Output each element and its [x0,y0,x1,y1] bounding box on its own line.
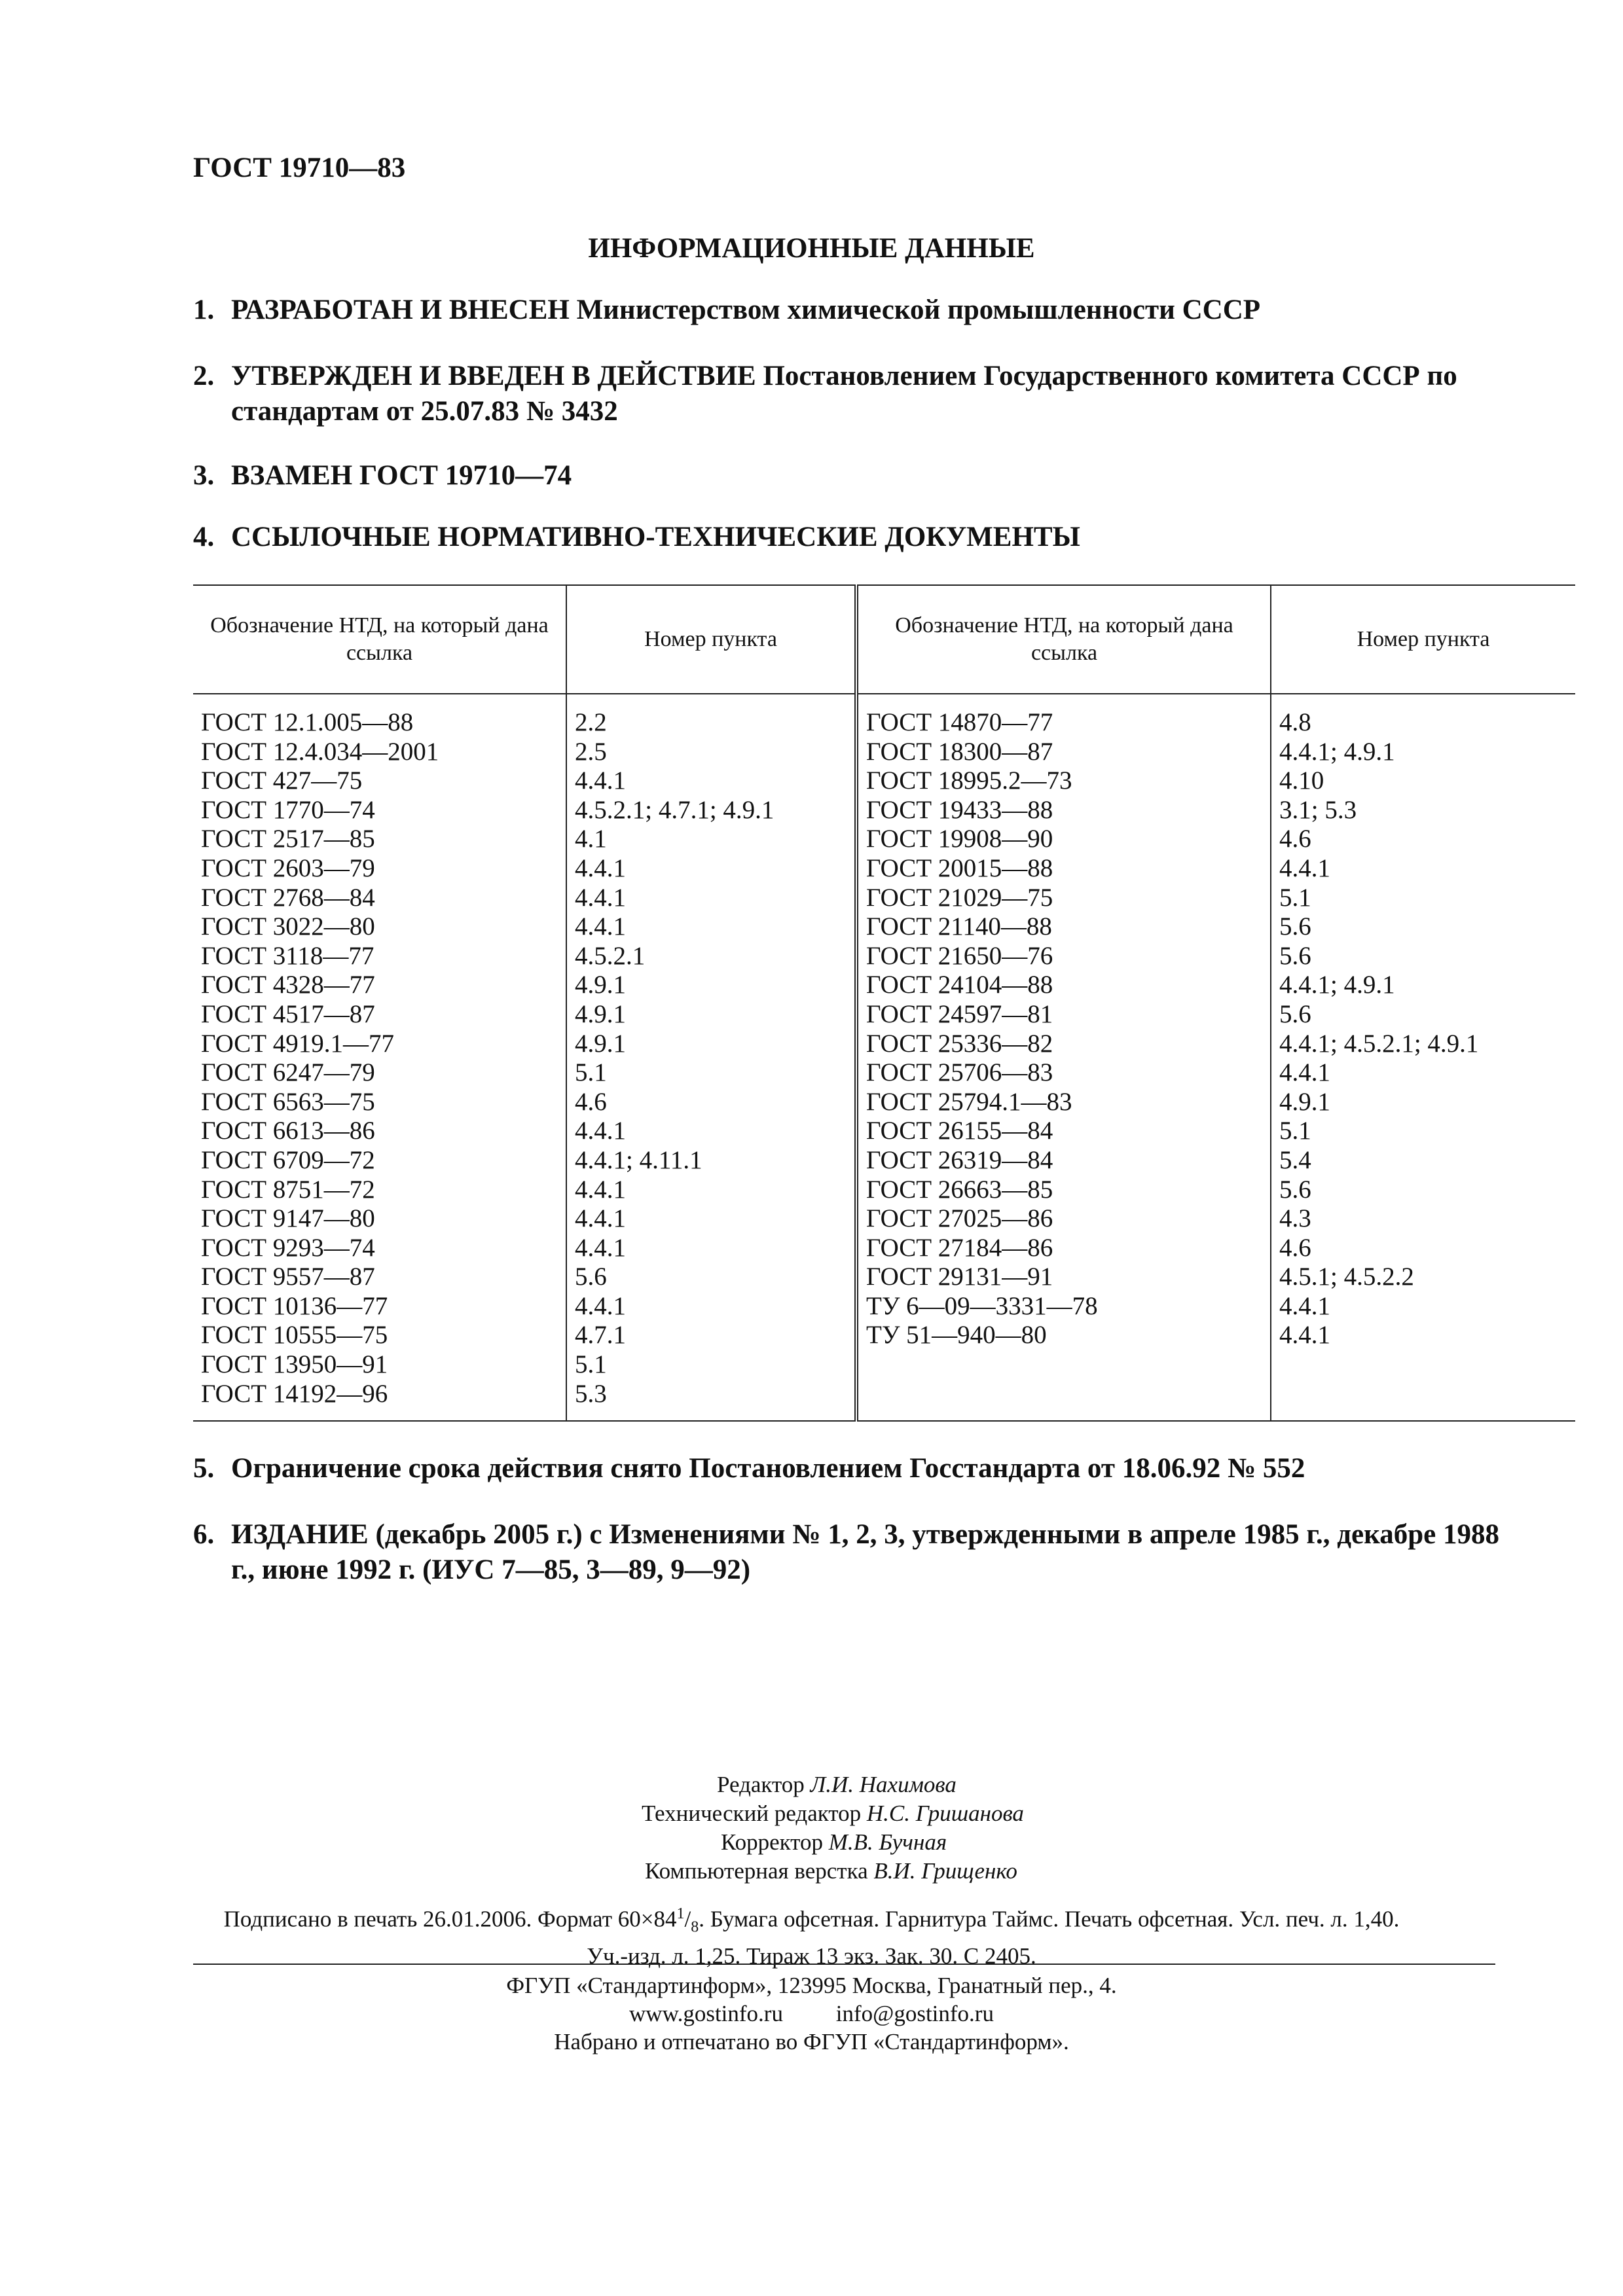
point-entry: 4.7.1 [575,1321,626,1350]
item-replaces [193,458,1503,493]
header-designation-left: Обозначение НТД, на который дана ссылка [193,585,566,694]
designation-entry: ГОСТ 25794.1—83 [866,1087,1072,1116]
format-fraction-denominator: 8 [691,1918,699,1936]
designation-entry: ТУ 6—09—3331—78 [866,1291,1098,1320]
designation-entry: ГОСТ 19908—90 [866,825,1053,853]
item-edition [193,1517,1503,1588]
designation-entry: ГОСТ 2517—85 [201,825,375,853]
designation-entry: ГОСТ 4517—87 [201,999,375,1028]
publisher-website: www.gostinfo.ru [629,2001,783,2026]
item-text: УТВЕРЖДЕН И ВВЕДЕН В ДЕЙСТВИЕ Постановлением Государственного комитета СССР по стандартам от 25.07.83 № 3432 [231,361,1457,427]
designation-entry: ГОСТ 24597—81 [866,999,1053,1028]
print-info [0,1899,1623,1971]
header-designation-right: Обозначение НТД, на который дана ссылка [856,585,1271,694]
header-point-left: Номер пункта [566,585,856,694]
designation-entry: ГОСТ 3022—80 [201,912,375,941]
point-entry: 4.4.1 [575,1204,626,1233]
designation-entry: ГОСТ 26319—84 [866,1145,1053,1174]
designation-entry: ГОСТ 3118—77 [201,941,374,970]
point-entry: 5.6 [1279,999,1311,1028]
designation-entry: ГОСТ 10136—77 [201,1291,388,1320]
point-entry: 4.4.1 [575,1175,626,1204]
point-entry: 5.1 [575,1058,607,1087]
table-header-row [193,585,1575,694]
credit-name: Н.С. Гришанова [866,1801,1024,1826]
designation-entry: ГОСТ 26155—84 [866,1117,1053,1145]
designation-entry: ГОСТ 12.1.005—88 [201,708,414,736]
credit-technical-editor [642,1799,1024,1828]
point-entry: 5.1 [575,1350,607,1379]
designation-entry: ГОСТ 13950—91 [201,1350,388,1379]
point-entry: 4.4.1; 4.11.1 [575,1145,702,1174]
designation-entry: ГОСТ 6613—86 [201,1117,375,1145]
item-text: ССЫЛОЧНЫЕ НОРМАТИВНО-ТЕХНИЧЕСКИЕ ДОКУМЕНТЫ [231,522,1080,552]
reference-documents-table [193,584,1575,1422]
credit-proofreader [721,1828,947,1857]
point-entry: 5.6 [1279,1175,1311,1204]
publisher-email: info@gostinfo.ru [835,2001,994,2026]
item-text: ИЗДАНИЕ (декабрь 2005 г.) с Изменениями № 1, 2, 3, утвержденными в апреле 1985 г., декабре 1988 г., июне 1992 г. (ИУС 7—85, 3—89, 9—92) [231,1519,1500,1585]
point-entry: 4.4.1 [575,766,626,795]
publisher-address: ФГУП «Стандартинформ», 123995 Москва, Гранатный пер., 4. [506,1973,1117,1998]
item-developed [193,293,1503,328]
point-entry: 4.4.1 [1279,1321,1330,1350]
print-info-line-2: Уч.-изд. л. 1,25. Тираж 13 экз. Зак. 30. С 2405. [587,1943,1036,1969]
item-number: 3. [193,460,215,491]
right-point-cell [1271,694,1575,1421]
designation-entry: ГОСТ 21650—76 [866,941,1053,970]
designation-entry: ГОСТ 21029—75 [866,883,1053,912]
designation-entry: ГОСТ 18300—87 [866,737,1053,766]
designation-entry: ГОСТ 12.4.034—2001 [201,737,439,766]
item-text: ВЗАМЕН ГОСТ 19710—74 [231,460,572,491]
item-number: 5. [193,1453,215,1484]
point-entry: 4.4.1; 4.5.2.1; 4.9.1 [1279,1029,1479,1058]
designation-entry: ГОСТ 9293—74 [201,1233,375,1262]
item-number: 4. [193,522,215,552]
right-designation-cell [856,694,1271,1421]
point-entry: 4.6 [575,1087,607,1116]
point-entry: 4.6 [1279,825,1311,853]
point-entry: 4.4.1 [575,1233,626,1262]
print-info-text: . Бумага офсетная. Гарнитура Таймс. Печать офсетная. Усл. печ. л. 1,40. [699,1906,1400,1932]
point-entry: 4.9.1 [575,1029,626,1058]
credit-name: В.И. Грищенко [873,1858,1017,1884]
point-entry: 5.6 [1279,941,1311,970]
point-entry: 4.4.1 [575,1291,626,1320]
point-entry: 4.9.1 [575,971,626,999]
point-entry: 4.4.1 [575,883,626,912]
designation-entry: ГОСТ 427—75 [201,766,363,795]
point-entry: 4.4.1 [1279,1291,1330,1320]
designation-entry: ТУ 51—940—80 [866,1321,1047,1350]
publisher-printed-by: Набрано и отпечатано во ФГУП «Стандартинформ». [554,2029,1069,2054]
left-point-cell [566,694,856,1421]
page-reference: ГОСТ 19710—83 [193,152,406,183]
publisher-contacts [0,2000,1623,2028]
designation-entry: ГОСТ 6563—75 [201,1087,375,1116]
point-entry: 5.6 [1279,912,1311,941]
credit-role: Технический редактор [642,1801,862,1826]
item-limitation [193,1451,1503,1486]
header-point-right: Номер пункта [1271,585,1575,694]
point-entry: 3.1; 5.3 [1279,795,1357,824]
table-row [193,694,1575,1421]
point-entry: 5.3 [575,1379,607,1408]
credit-role: Редактор [717,1772,805,1797]
point-entry: 4.1 [575,825,607,853]
credit-name: М.В. Бучная [828,1829,947,1855]
point-entry: 4.4.1 [575,1117,626,1145]
designation-entry: ГОСТ 19433—88 [866,795,1053,824]
point-entry: 5.6 [575,1263,607,1291]
point-entry: 4.9.1 [1279,1087,1330,1116]
item-reference-docs [193,520,1503,555]
point-entry: 4.6 [1279,1233,1311,1262]
designation-entry: ГОСТ 6709—72 [201,1145,375,1174]
designation-entry: ГОСТ 24104—88 [866,971,1053,999]
point-entry: 4.4.1; 4.9.1 [1279,971,1395,999]
item-text: РАЗРАБОТАН И ВНЕСЕН Министерством химической промышленности СССР [231,295,1261,325]
format-fraction-numerator: 1 [676,1905,685,1922]
credit-name: Л.И. Нахимова [810,1772,957,1797]
designation-entry: ГОСТ 2603—79 [201,853,375,882]
designation-entry: ГОСТ 25336—82 [866,1029,1053,1058]
credit-role: Компьютерная верстка [645,1858,868,1884]
point-entry: 4.4.1 [575,853,626,882]
designation-entry: ГОСТ 9557—87 [201,1263,375,1291]
designation-entry: ГОСТ 14870—77 [866,708,1053,736]
designation-entry: ГОСТ 29131—91 [866,1263,1053,1291]
designation-entry: ГОСТ 9147—80 [201,1204,375,1233]
designation-entry: ГОСТ 25706—83 [866,1058,1053,1087]
designation-entry: ГОСТ 8751—72 [201,1175,375,1204]
left-designation-cell [193,694,566,1421]
designation-entry: ГОСТ 10555—75 [201,1321,388,1350]
item-number: 6. [193,1519,215,1550]
point-entry: 4.9.1 [575,999,626,1028]
point-entry: 4.8 [1279,708,1311,736]
point-entry: 4.3 [1279,1204,1311,1233]
designation-entry: ГОСТ 27184—86 [866,1233,1053,1262]
designation-entry: ГОСТ 4919.1—77 [201,1029,395,1058]
info-heading: ИНФОРМАЦИОННЫЕ ДАННЫЕ [588,233,1035,264]
point-entry: 4.4.1 [575,912,626,941]
designation-entry: ГОСТ 27025—86 [866,1204,1053,1233]
print-info-text: Подписано в печать 26.01.2006. Формат 60×84 [223,1906,677,1932]
point-entry: 4.4.1; 4.9.1 [1279,737,1395,766]
point-entry: 2.5 [575,737,607,766]
point-entry: 5.1 [1279,1117,1311,1145]
point-entry: 2.2 [575,708,607,736]
credit-editor [717,1770,957,1799]
item-number: 2. [193,361,215,391]
footer-divider [193,1964,1495,1965]
credit-role: Корректор [721,1829,824,1855]
point-entry: 4.4.1 [1279,1058,1330,1087]
point-entry: 4.5.1; 4.5.2.2 [1279,1263,1414,1291]
item-number: 1. [193,295,215,325]
designation-entry: ГОСТ 1770—74 [201,795,375,824]
designation-entry: ГОСТ 2768—84 [201,883,375,912]
designation-entry: ГОСТ 20015—88 [866,853,1053,882]
point-entry: 4.5.2.1 [575,941,646,970]
designation-entry: ГОСТ 21140—88 [866,912,1052,941]
point-entry: 5.1 [1279,883,1311,912]
point-entry: 5.4 [1279,1145,1311,1174]
point-entry: 4.5.2.1; 4.7.1; 4.9.1 [575,795,775,824]
point-entry: 4.10 [1279,766,1324,795]
credit-layout [645,1857,1017,1886]
designation-entry: ГОСТ 4328—77 [201,971,375,999]
designation-entry: ГОСТ 14192—96 [201,1379,388,1408]
designation-entry: ГОСТ 6247—79 [201,1058,375,1087]
designation-entry: ГОСТ 26663—85 [866,1175,1053,1204]
publisher-block [0,1971,1623,2056]
designation-entry: ГОСТ 18995.2—73 [866,766,1072,795]
point-entry: 4.4.1 [1279,853,1330,882]
item-text: Ограничение срока действия снято Постановлением Госстандарта от 18.06.92 № 552 [231,1453,1305,1484]
print-info-line-1: Подписано в печать 26.01.2006. Формат $60\times 84^1/_8$. Бумага офсетная. Гарнитура Таймс. Печать офсетная. Усл. печ. л. 1,40. [223,1905,1400,1936]
item-approved [193,359,1503,429]
